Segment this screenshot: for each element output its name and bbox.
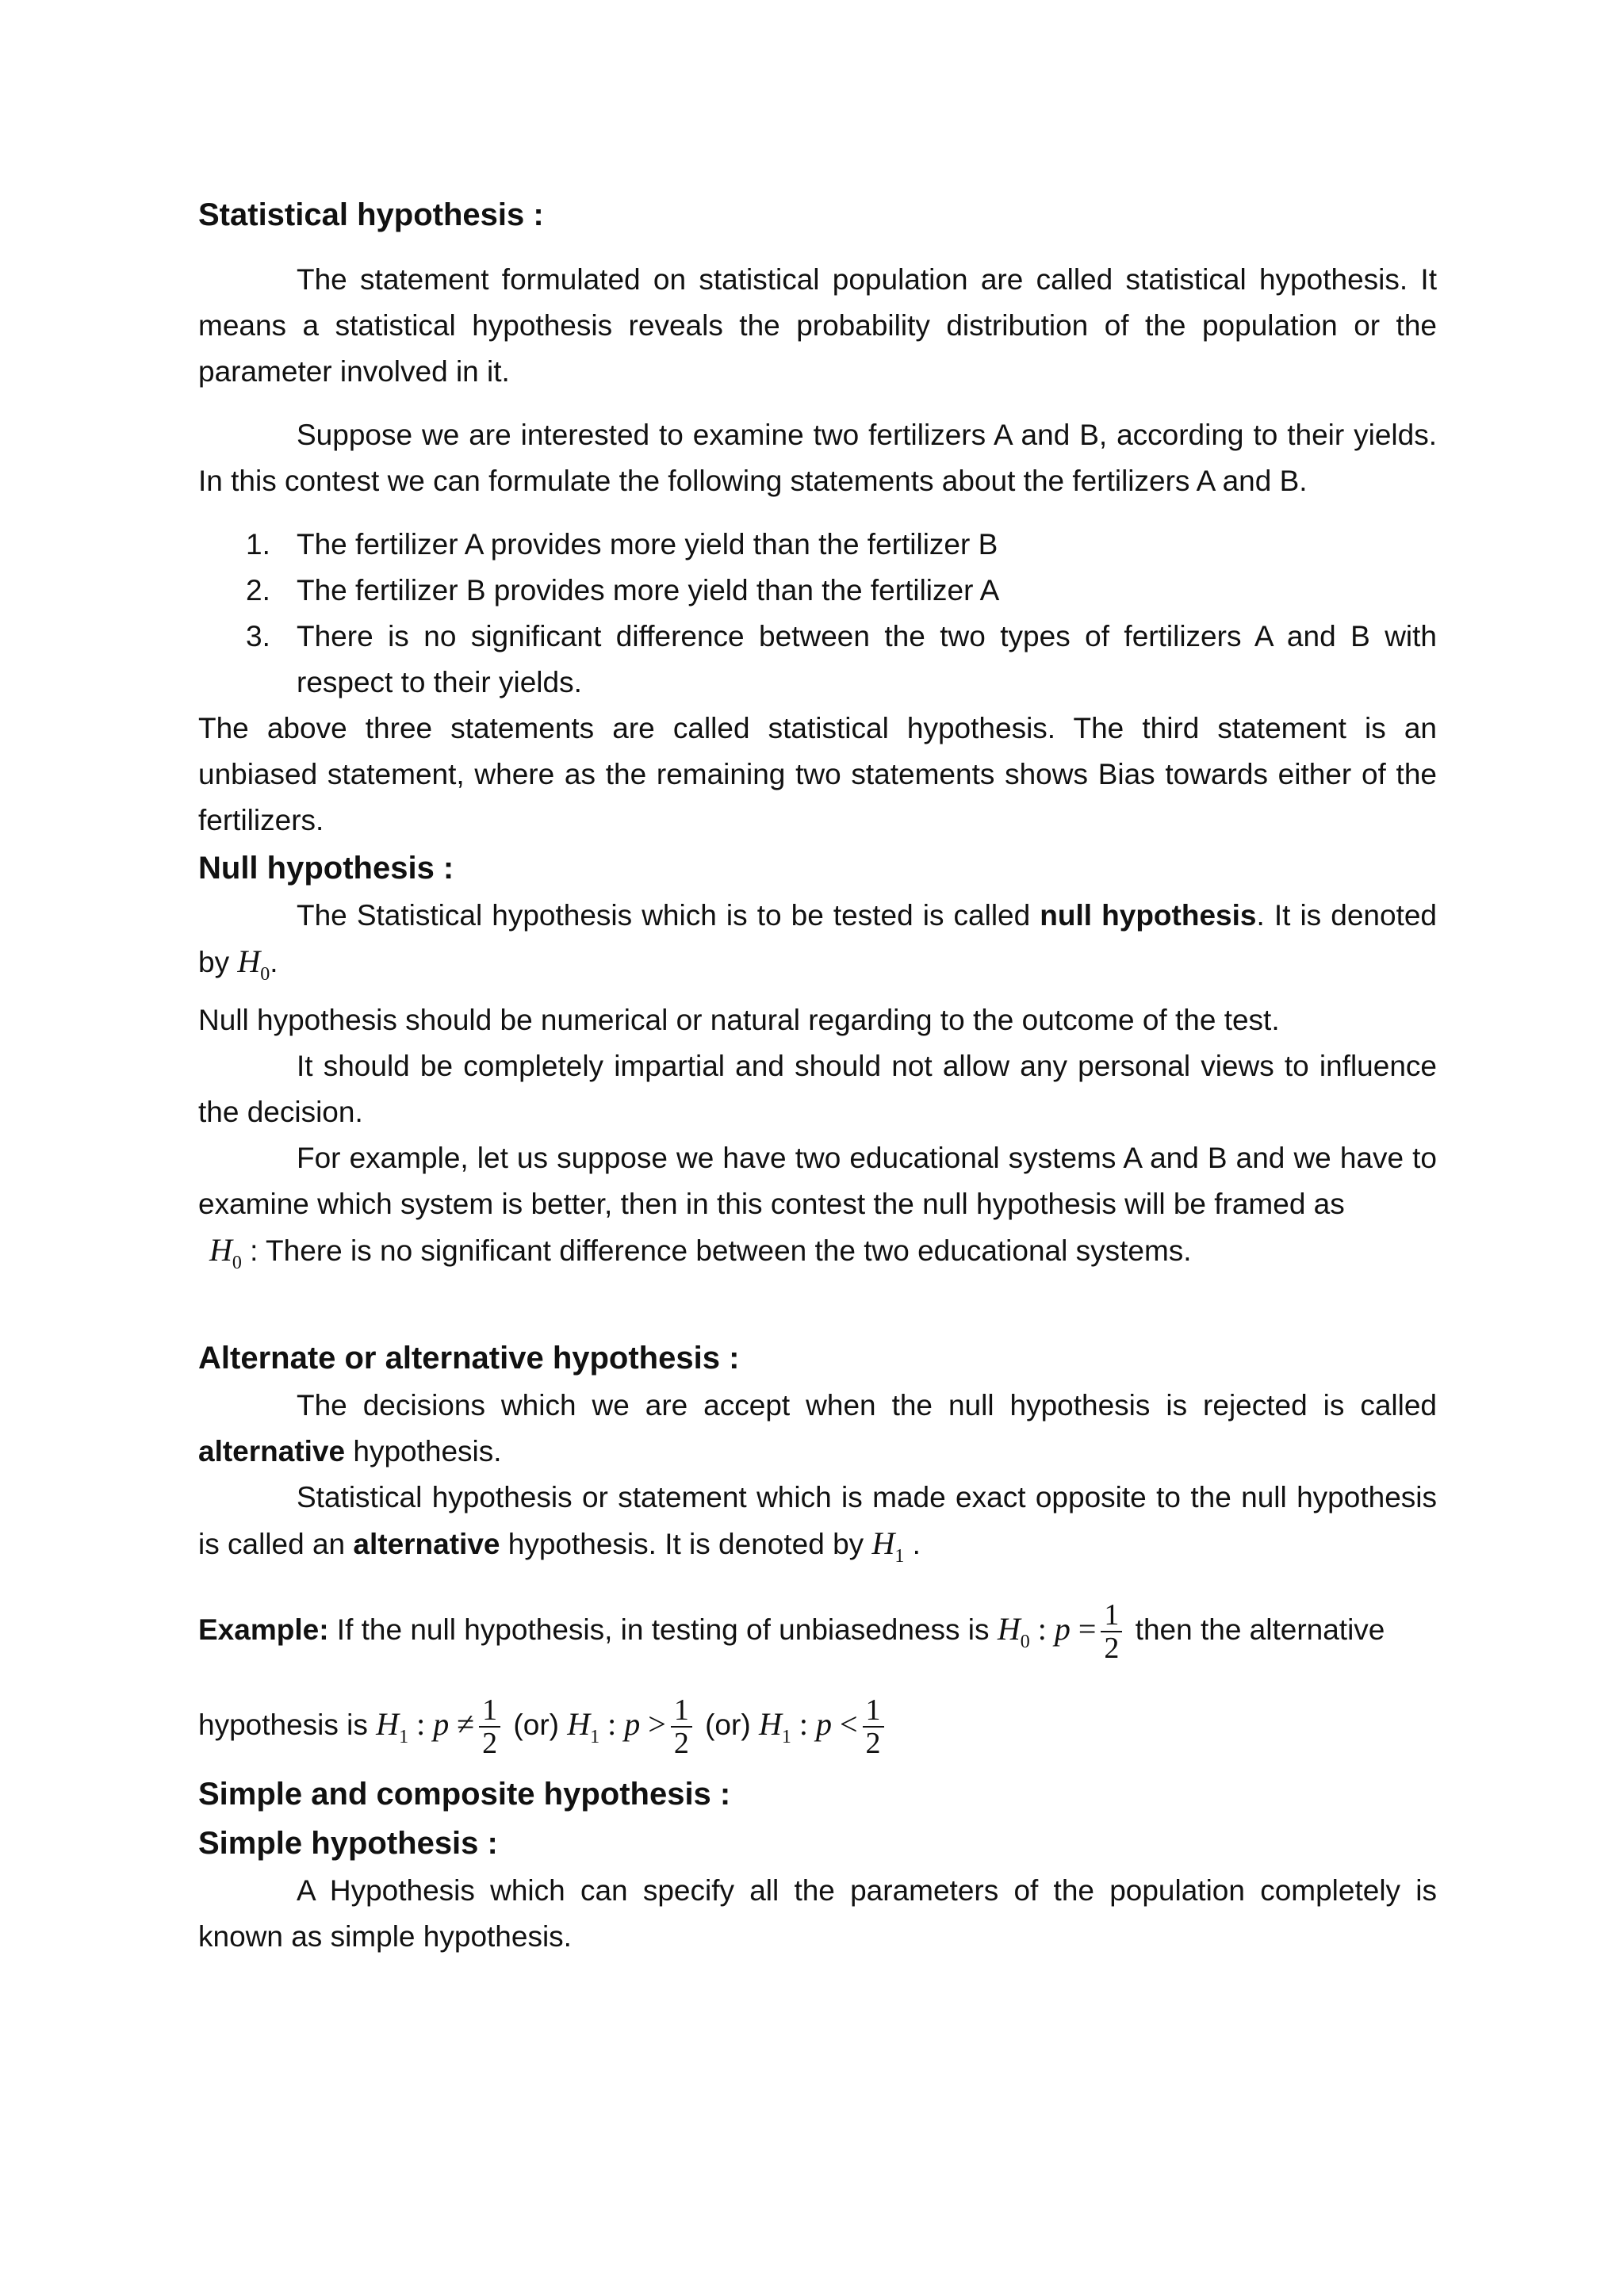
heading-simple-composite: Simple and composite hypothesis : <box>198 1777 731 1812</box>
paragraph-statistical-definition: The statement formulated on statistical population are called statistical hypothesis. It means a statistical hypothesis reveals the probability distribution of the population or the parameter involved in it. <box>198 263 1437 388</box>
paragraph-null-definition: The Statistical hypothesis which is to be tested is called null hypothesis. It is denoted by $H_0$. <box>198 899 1438 985</box>
document-page <box>198 190 1437 1960</box>
h1-symbol: $H_1$ <box>871 1525 905 1567</box>
statements-list <box>198 522 1437 706</box>
list-item: 3. There is no significant difference between the two types of fertilizers A and B with respect to their yields. <box>246 620 1437 698</box>
heading-null-hypothesis: Null hypothesis : <box>198 851 454 886</box>
heading-alternative-hypothesis: Alternate or alternative hypothesis : <box>198 1341 740 1376</box>
h0-symbol: $H_0$ <box>209 1232 242 1273</box>
paragraph-simple-definition: A Hypothesis which can specify all the parameters of the population completely is known as simple hypothesis. <box>198 1874 1437 1953</box>
paragraph-null-numerical: Null hypothesis should be numerical or natural regarding to the outcome of the test. <box>198 1004 1280 1036</box>
list-item: 2. The fertilizer B provides more yield than the fertilizer A <box>246 574 1000 607</box>
paragraph-null-impartial: It should be completely impartial and should not allow any personal views to influence the decision. <box>198 1050 1437 1128</box>
heading-simple-hypothesis: Simple hypothesis : <box>198 1826 498 1861</box>
h0-symbol: $H_0$ <box>237 943 270 985</box>
paragraph-null-example: For example, let us suppose we have two educational systems A and B and we have to examine which system is better, then in this contest the null hypothesis will be framed as <box>198 1142 1437 1220</box>
fraction-one-half: $\frac{1}{2}$ <box>1101 1599 1122 1664</box>
paragraph-example: Example: If the null hypothesis, in testing of unbiasedness is $H_0$ : p = $\frac{1}{2}$ then the alternative <box>198 1598 1385 1666</box>
paragraph-alternative-definition: The decisions which we are accept when the null hypothesis is rejected is called alternative hypothesis. <box>198 1389 1437 1468</box>
paragraph-null-statement: $H_0$ : There is no significant difference between the two educational systems. <box>209 1232 1192 1273</box>
paragraph-alternative-opposite: Statistical hypothesis or statement which is made exact opposite to the null hypothesis is called an alternative hypothesis. It is denoted by $H_1$ . <box>198 1481 1437 1567</box>
list-item: 1. The fertilizer A provides more yield than the fertilizer B <box>246 528 998 561</box>
heading-statistical-hypothesis: Statistical hypothesis : <box>198 197 544 232</box>
paragraph-fertilizer-example: Suppose we are interested to examine two fertilizers A and B, according to their yields. In this contest we can formulate the following statements about the fertilizers A and B. <box>198 419 1437 497</box>
paragraph-statements-summary: The above three statements are called statistical hypothesis. The third statement is an unbiased statement, where as the remaining two statements shows Bias towards either of the fertilizers. <box>198 712 1437 836</box>
paragraph-alternative-forms: hypothesis is $H_1$ : p ≠ $\frac{1}{2}$ (or) $H_1$ : p > $\frac{1}{2}$ (or) $H_1$ : p < $\frac{1}{2}$ <box>198 1681 1437 1781</box>
